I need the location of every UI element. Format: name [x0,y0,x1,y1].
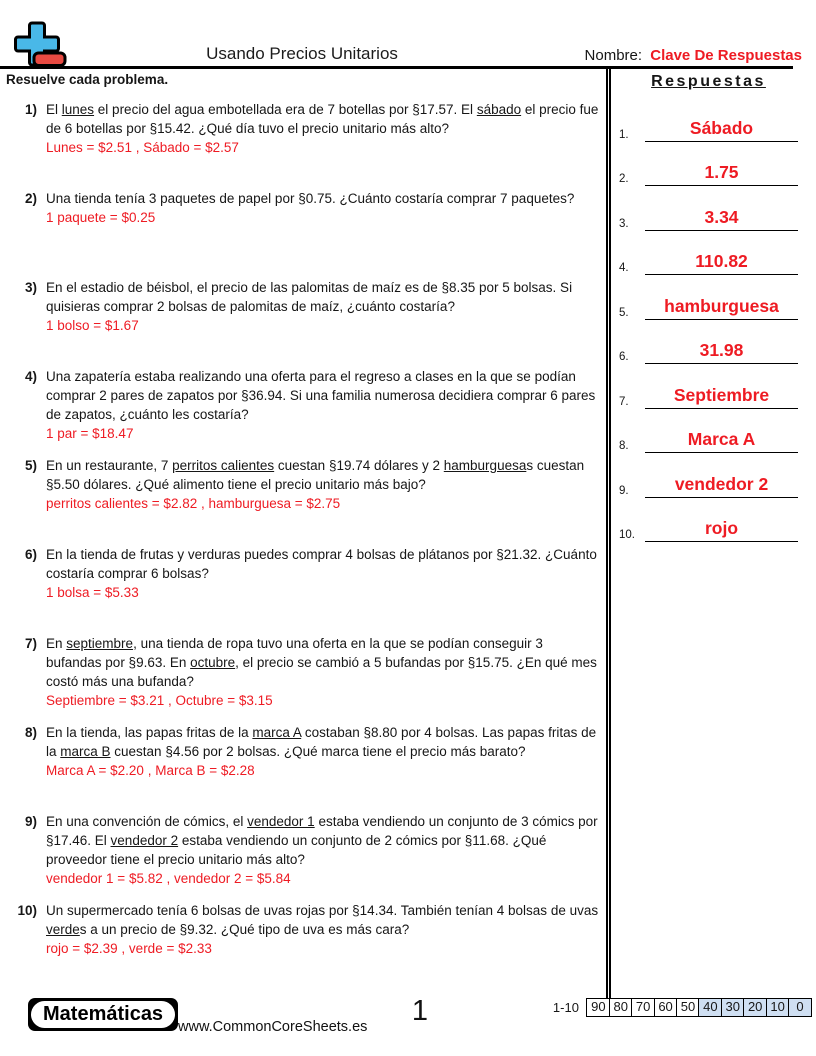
problem-number: 6) [24,547,37,562]
underlined-term: marca B [60,744,111,759]
text-segment: s a un precio de §9.32. ¿Qué tipo de uva es más cara? [79,922,410,937]
score-cell: 40 [698,998,722,1017]
answers-title: Respuestas [651,73,766,90]
score-cell: 70 [631,998,655,1017]
problem-text [46,458,584,492]
problem-answer: perritos calientes = $2.82 , hamburguesa = $2.75 [46,496,341,511]
score-range-label: 1-10 [552,1000,579,1015]
minus-icon [34,53,65,66]
text-segment: , una tienda de ropa tuvo una oferta en la que se podían conseguir 3 bufandas por §9.63. En [46,636,543,670]
answer-blank-line [645,518,798,542]
name-label: Nombre: [584,47,643,64]
answer-blank-line [645,118,798,142]
header [0,0,816,69]
answer-blank-line [645,474,798,498]
brand-badge [28,998,178,1031]
text-segment: El [46,102,62,117]
answer-number: 8. [619,440,629,452]
problem-answer: 1 bolsa = $5.33 [46,585,139,600]
text-segment: En una convención de cómics, el [46,814,248,829]
text-segment: Un supermercado tenía 6 bolsas de uvas rojas por §14.34. También tenían 4 bolsas de uvas [46,903,599,918]
answer-row [619,498,798,543]
problem-body [46,545,606,634]
problem-answer: 1 paquete = $0.25 [46,210,156,225]
worksheet-title: Usando Precios Unitarios [206,44,398,63]
text-segment: cuestan §4.56 por 2 bolsas. ¿Qué marca tiene el precio más barato? [110,744,526,759]
instruction: Resuelve cada problema. [6,72,169,87]
problem-item [0,456,606,545]
underlined-term: octubre [190,655,236,670]
underlined-term: septiembre [66,636,134,651]
answer-blank-line [645,162,798,186]
brand-label: Matemáticas [31,1001,175,1028]
answer-row [619,320,798,365]
problem-answer: Lunes = $2.51 , Sábado = $2.57 [46,140,239,155]
answer-row [619,275,798,320]
problems-column [0,69,606,1000]
answer-row [619,97,798,142]
answer-number: 7. [619,395,629,408]
underlined-term: vendedor 1 [247,814,315,829]
answer-number: 6. [619,351,629,363]
answer-value: 110.82 [695,251,748,271]
problem-number: 8) [24,725,37,740]
problem-answer: Marca A = $2.20 , Marca B = $2.28 [46,763,255,778]
text-segment: estaba vendiendo un conjunto de 2 cómics por §11.68. ¿Qué proveedor tiene el precio unitario más alto? [46,833,547,867]
problem-item [0,723,606,812]
problem-body [46,634,606,723]
answer-row [619,231,798,276]
text-segment: costaban §8.80 por 4 bolsas. Las papas fritas de la [46,725,597,759]
score-cell: 0 [788,998,812,1017]
answer-blank-line [645,251,798,275]
answer-value: Sábado [689,117,754,138]
answer-number: 3. [619,217,629,230]
text-segment: , el precio se cambió a 5 bufandas por §15.75. ¿En qué mes costó más una bufanda? [46,655,597,689]
answer-number: 2. [619,173,629,185]
problem-number: 10) [17,903,37,918]
text-segment: En la tienda, las papas fritas de la [46,725,253,740]
answer-blank-line [645,296,798,320]
footer [0,995,816,1045]
problem-body [46,367,606,456]
problem-number: 5) [24,458,37,473]
text-segment: cuestan §19.74 dólares y 2 [274,458,444,473]
underlined-term: perritos calientes [172,458,275,473]
text-segment: estaba vendiendo un conjunto de 3 cómics por §17.46. El [46,814,598,848]
problem-item [0,812,606,901]
problem-body [46,456,606,545]
answer-value: Septiembre [673,384,770,405]
problem-text [46,369,595,422]
text-segment: Una tienda tenía 3 paquetes de papel por §0.75. ¿Cuánto costaría comprar 7 paquetes? [46,191,575,206]
name-value: Clave De Respuestas [650,47,802,64]
problem-body [46,189,606,278]
problem-answer: vendedor 1 = $5.82 , vendedor 2 = $5.84 [46,871,291,886]
text-segment: el precio fue de 6 botellas por §15.42. ¿Qué día tuvo el precio unitario más alto? [46,102,599,136]
underlined-term: hamburguesa [443,458,527,473]
problem-item [0,901,606,990]
score-table [553,998,812,1017]
underlined-term: vendedor 2 [110,833,179,848]
answer-number: 4. [619,262,629,274]
text-segment: En [46,636,67,651]
name-row [585,47,802,64]
score-cell: 50 [676,998,700,1017]
problem-body [46,812,606,901]
problem-number: 2) [24,191,37,206]
problem-number: 3) [24,280,37,295]
underlined-term: sábado [476,102,522,117]
problem-item [0,634,606,723]
problem-text [46,280,572,314]
problem-number: 1) [24,102,37,117]
score-cell: 60 [654,998,678,1017]
answer-value: 1.75 [704,162,739,182]
score-cell: 30 [721,998,745,1017]
problem-text [46,102,598,136]
problem-item [0,189,606,278]
answer-value: Marca A [687,429,756,449]
problem-number: 4) [24,369,37,384]
score-cells [588,998,812,1017]
problem-body [46,100,606,189]
answer-value: 3.34 [704,206,739,227]
answer-row [619,453,798,498]
problem-number: 9) [24,814,37,829]
text-segment: s cuestan §5.50 dólares. ¿Qué alimento tiene el precio unitario más bajo? [46,458,585,492]
answer-number: 10. [619,529,635,541]
underlined-term: verde [46,922,80,937]
problem-body [46,901,606,990]
problem-answer: 1 par = $18.47 [46,426,134,441]
main [0,69,816,1000]
answer-row [619,142,798,187]
answer-row [619,186,798,231]
answers-list [619,97,798,542]
answer-row [619,364,798,409]
problem-item [0,278,606,367]
underlined-term: lunes [61,102,95,117]
answer-value: rojo [704,518,739,538]
answer-blank-line [645,429,798,453]
score-cell: 90 [586,998,610,1017]
answer-row [619,409,798,454]
problem-item [0,100,606,189]
answer-number: 9. [619,484,629,497]
answer-blank-line [645,385,798,409]
problem-text [46,814,598,867]
answer-number: 1. [619,128,629,141]
problem-item [0,367,606,456]
problem-body [46,723,606,812]
text-segment: En la tienda de frutas y verduras puedes comprar 4 bolsas de plátanos por §21.32. ¿Cuánto costaría comprar 6 bolsas? [46,547,597,581]
problem-text [46,903,598,937]
answers-panel [606,69,816,1000]
problem-text [46,725,596,759]
problem-text [46,191,574,206]
answer-value: 31.98 [699,340,744,360]
problem-text [46,547,597,581]
underlined-term: marca A [252,725,302,740]
answer-number: 5. [619,306,629,319]
problem-answer: 1 bolso = $1.67 [46,318,139,333]
text-segment: En el estadio de béisbol, el precio de las palomitas de maíz es de §8.35 por 5 bolsas. Si quisieras comprar 2 bolsas de palomitas de maíz, ¿cuánto costaría? [46,280,573,314]
text-segment: Una zapatería estaba realizando una oferta para el regreso a clases en la que se podían comprar 2 pares de zapatos por §36.94. Si una familia numerosa decidiera comprar 6 pares de zapatos, ¿cuánto les costaría? [46,369,596,422]
problem-answer: rojo = $2.39 , verde = $2.33 [46,941,212,956]
score-cell: 10 [766,998,790,1017]
score-cell: 20 [743,998,767,1017]
text-segment: el precio del agua embotellada era de 7 botellas por §17.57. El [94,102,477,117]
score-cell: 80 [609,998,633,1017]
problem-text [46,636,597,689]
answer-value: hamburguesa [664,295,779,316]
website-url: www.CommonCoreSheets.es [178,1019,368,1035]
problem-answer: Septiembre = $3.21 , Octubre = $3.15 [46,693,273,708]
answer-value: vendedor 2 [674,473,769,494]
problems-list [0,100,606,990]
plus-minus-logo [12,20,68,68]
answer-blank-line [645,207,798,231]
problem-number: 7) [24,636,37,651]
answer-blank-line [645,340,798,364]
page-number: 1 [411,995,429,1027]
problem-item [0,545,606,634]
problem-body [46,278,606,367]
text-segment: En un restaurante, 7 [46,458,173,473]
